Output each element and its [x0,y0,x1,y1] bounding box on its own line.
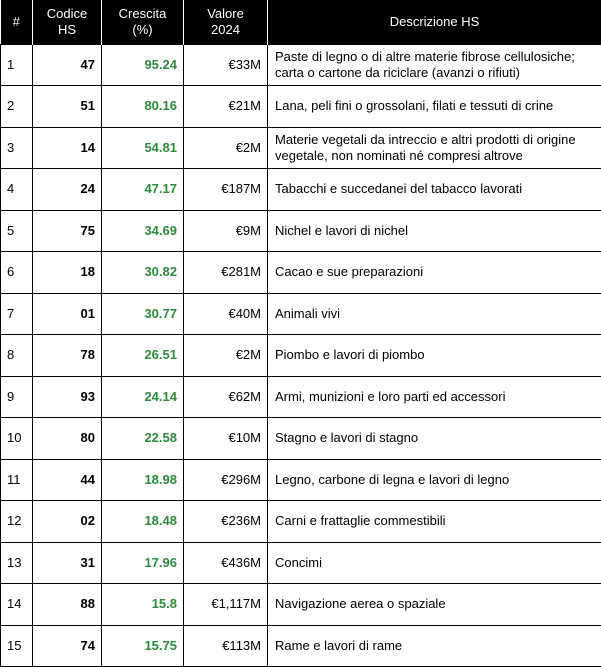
row-index: 4 [1,169,33,211]
description-cell: Cacao e sue preparazioni [268,252,601,294]
growth-cell: 80.16 [102,86,184,128]
table-row [1,210,601,252]
hs-code-cell: 88 [33,584,102,626]
row-index: 14 [1,584,33,626]
description-cell: Navigazione aerea o spaziale [268,584,601,626]
row-index: 2 [1,86,33,128]
table-header [1,0,601,44]
value-cell: €436M [184,542,268,584]
row-index: 10 [1,418,33,460]
description-cell: Rame e lavori di rame [268,625,601,667]
growth-cell: 15.75 [102,625,184,667]
growth-cell: 24.14 [102,376,184,418]
value-cell: €10M [184,418,268,460]
hs-code-cell: 24 [33,169,102,211]
hs-code-cell: 80 [33,418,102,460]
hs-code-cell: 47 [33,44,102,86]
row-index: 13 [1,542,33,584]
table-row [1,86,601,128]
value-cell: €9M [184,210,268,252]
table-row [1,44,601,86]
hs-code-cell: 01 [33,293,102,335]
description-cell: Legno, carbone di legna e lavori di legno [268,459,601,501]
value-cell: €2M [184,335,268,377]
row-index: 15 [1,625,33,667]
growth-cell: 30.77 [102,293,184,335]
value-cell: €113M [184,625,268,667]
value-cell: €187M [184,169,268,211]
value-cell: €281M [184,252,268,294]
row-index: 5 [1,210,33,252]
growth-cell: 26.51 [102,335,184,377]
description-cell: Lana, peli fini o grossolani, filati e tessuti di crine [268,86,601,128]
growth-cell: 18.98 [102,459,184,501]
header-growth: Crescita (%) [102,0,184,44]
growth-cell: 34.69 [102,210,184,252]
value-cell: €1,117M [184,584,268,626]
header-row [1,0,601,44]
growth-cell: 15.8 [102,584,184,626]
growth-cell: 95.24 [102,44,184,86]
row-index: 7 [1,293,33,335]
row-index: 12 [1,501,33,543]
header-hs-code: Codice HS [33,0,102,44]
row-index: 6 [1,252,33,294]
description-cell: Stagno e lavori di stagno [268,418,601,460]
table-row [1,376,601,418]
description-cell: Paste di legno o di altre materie fibrose cellulosiche; carta o cartone da riciclare (avanzi o rifiuti) [268,44,601,86]
value-cell: €62M [184,376,268,418]
description-cell: Carni e frattaglie commestibili [268,501,601,543]
description-cell: Armi, munizioni e loro parti ed accessori [268,376,601,418]
value-cell: €33M [184,44,268,86]
growth-cell: 18.48 [102,501,184,543]
table-row [1,418,601,460]
value-cell: €2M [184,127,268,169]
description-cell: Nichel e lavori di nichel [268,210,601,252]
table-row [1,293,601,335]
hs-code-cell: 93 [33,376,102,418]
value-cell: €236M [184,501,268,543]
description-cell: Concimi [268,542,601,584]
value-cell: €296M [184,459,268,501]
table-row [1,501,601,543]
header-index: # [1,0,33,44]
hs-code-cell: 75 [33,210,102,252]
table-row [1,252,601,294]
row-index: 11 [1,459,33,501]
value-cell: €21M [184,86,268,128]
table-row [1,127,601,169]
hs-code-cell: 78 [33,335,102,377]
row-index: 3 [1,127,33,169]
hs-code-cell: 51 [33,86,102,128]
growth-cell: 30.82 [102,252,184,294]
table-row [1,542,601,584]
row-index: 1 [1,44,33,86]
growth-cell: 17.96 [102,542,184,584]
description-cell: Tabacchi e succedanei del tabacco lavorati [268,169,601,211]
hs-code-cell: 74 [33,625,102,667]
hs-code-cell: 14 [33,127,102,169]
growth-cell: 47.17 [102,169,184,211]
growth-cell: 22.58 [102,418,184,460]
hs-code-cell: 44 [33,459,102,501]
table-row [1,335,601,377]
table-row [1,459,601,501]
row-index: 9 [1,376,33,418]
table-row [1,584,601,626]
growth-cell: 54.81 [102,127,184,169]
hs-code-cell: 31 [33,542,102,584]
hs-code-cell: 18 [33,252,102,294]
header-description: Descrizione HS [268,0,601,44]
description-cell: Materie vegetali da intreccio e altri prodotti di origine vegetale, non nominati né compresi altrove [268,127,601,169]
row-index: 8 [1,335,33,377]
table-body [1,44,601,667]
table-row [1,169,601,211]
table-row [1,625,601,667]
hs-code-cell: 02 [33,501,102,543]
header-value-2024: Valore 2024 [184,0,268,44]
description-cell: Piombo e lavori di piombo [268,335,601,377]
value-cell: €40M [184,293,268,335]
description-cell: Animali vivi [268,293,601,335]
